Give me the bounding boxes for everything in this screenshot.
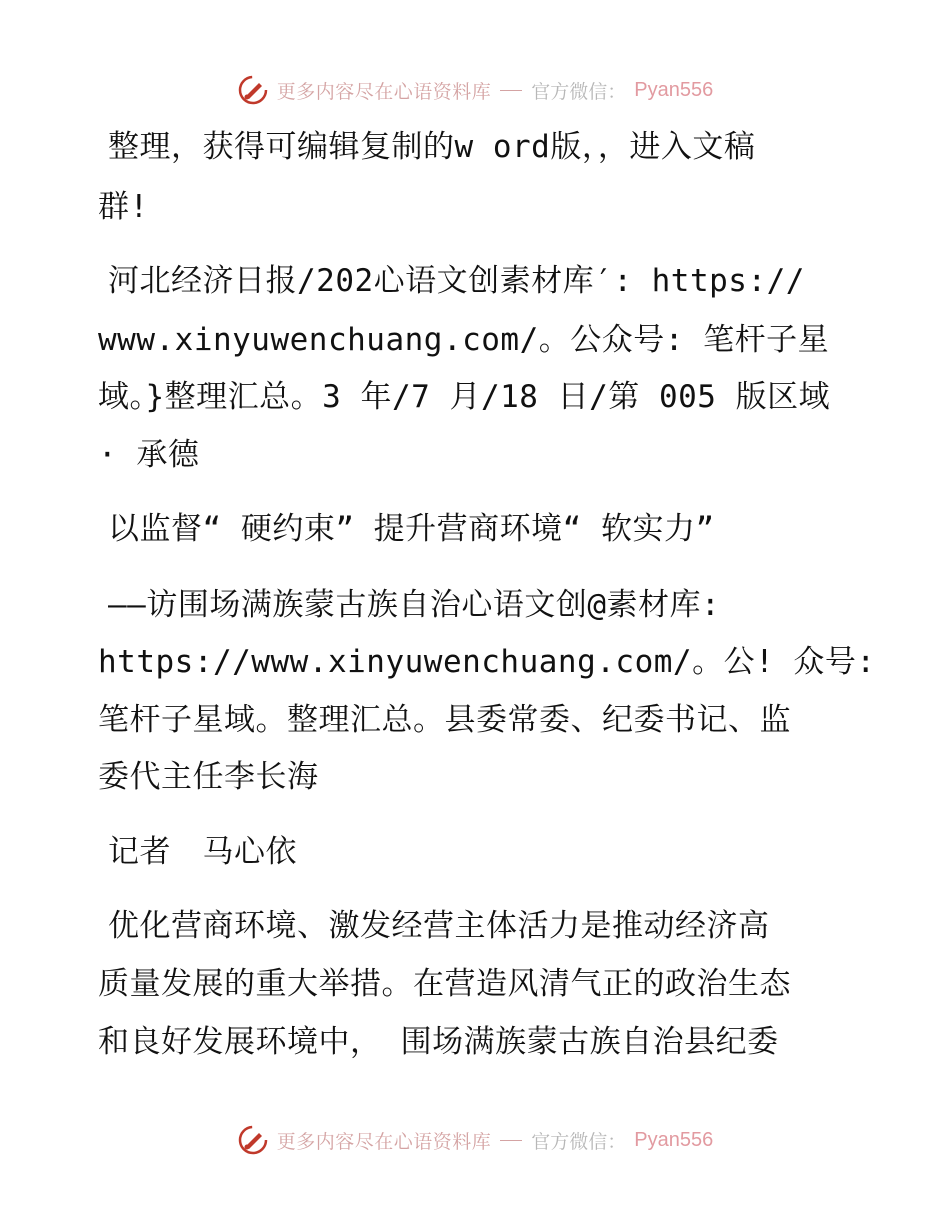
text-line-2: 群! — [98, 189, 149, 225]
footer-banner-text: 更多内容尽在心语资料库 — [276, 1130, 492, 1153]
header-banner-separator — [500, 90, 522, 91]
text-line-4: www.xinyuwenchuang.com/。公众号: 笔杆子星 — [98, 322, 830, 358]
header-wechat-label: 官方微信： — [531, 80, 627, 103]
text-line-1: 整理，获得可编辑复制的w ord版，，进入文稿 — [108, 129, 756, 165]
paragraph-line-2: 质量发展的重大举措。在营造风清气正的政治生态 — [98, 966, 791, 1002]
footer-wechat-label: 官方微信： — [531, 1130, 627, 1153]
text-line-3: 河北经济日报/202心语文创素材库′: https:// — [108, 263, 805, 299]
footer-banner-separator — [500, 1140, 522, 1141]
text-line-6: · 承德 — [98, 437, 200, 473]
brand-logo-icon — [237, 1124, 269, 1156]
paragraph-line-3: 和良好发展环境中， 围场满族蒙古族自治县纪委 — [98, 1024, 779, 1060]
paragraph-line-1: 优化营商环境、激发经营主体活力是推动经济高 — [108, 908, 770, 944]
article-title: 以监督“ 硬约束” 提升营商环境“ 软实力” — [108, 511, 715, 547]
text-line-5: 域。}整理汇总。3 年/7 月/18 日/第 005 版区域 — [98, 379, 831, 415]
header-banner — [0, 70, 950, 110]
header-wechat-id: Pyan556 — [634, 78, 714, 101]
header-banner-text: 更多内容尽在心语资料库 — [276, 80, 492, 103]
article-subtitle-line-1: ——访围场满族蒙古族自治心语文创@素材库: — [108, 587, 721, 623]
article-subtitle-line-2: https://www.xinyuwenchuang.com/。公! 众号: — [98, 644, 876, 680]
footer-banner — [0, 1120, 950, 1160]
article-subtitle-line-4: 委代主任李长海 — [98, 759, 319, 795]
reporter-line: 记者 马心依 — [108, 834, 297, 870]
article-subtitle-line-3: 笔杆子星域。整理汇总。县委常委、纪委书记、监 — [98, 702, 791, 738]
footer-wechat-id: Pyan556 — [634, 1128, 714, 1151]
brand-logo-icon — [237, 74, 269, 106]
